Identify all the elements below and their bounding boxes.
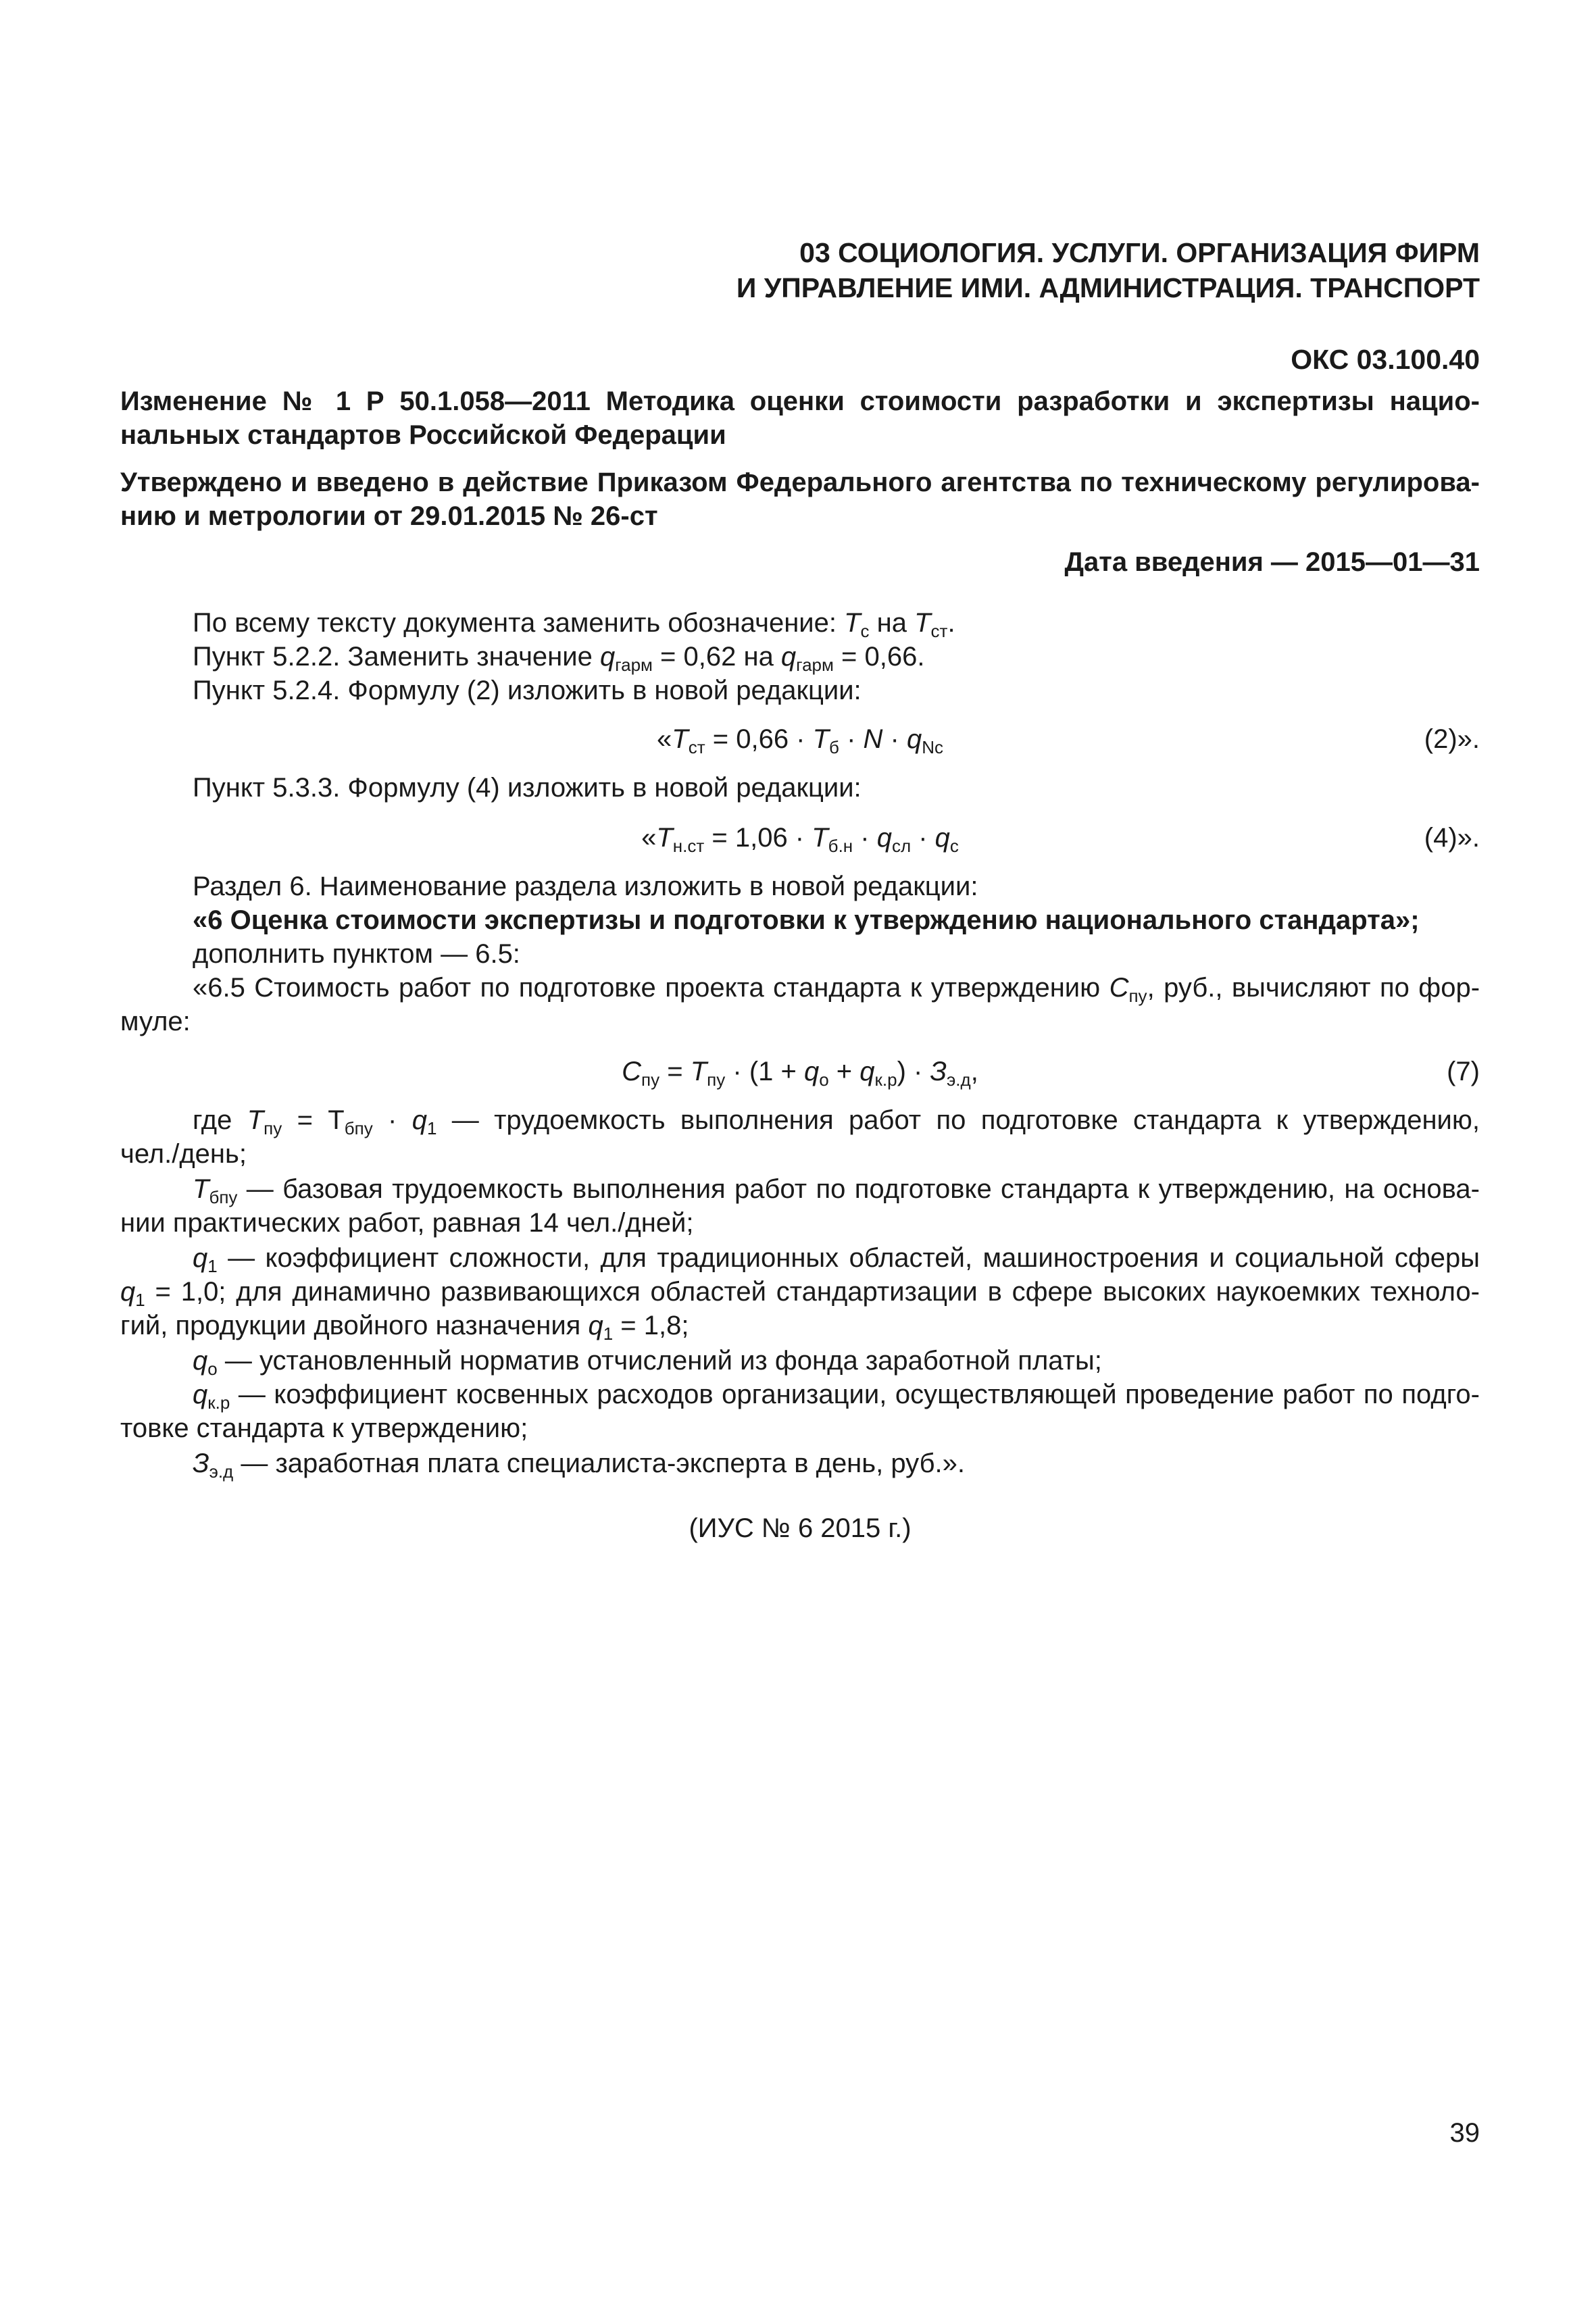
where-qo: $q_о$ — установленный норматив отчислений из фонда заработной платы; [193, 1346, 1102, 1379]
where-tbpu-line-1: $T_{бпу}$ — базовая трудоемкость выполнения работ по подготовке стандарта к утверждению, на основа- [193, 1174, 1480, 1207]
section-6-new-title: «6 Оценка стоимости экспертизы и подготовки к утверждению национального стандарта»; [193, 905, 1420, 935]
where-q1-line-1: $q_1$ — коэффициент сложности, для традиционных областей, машиностроения и социальной сферы [193, 1243, 1480, 1276]
where-zed: $З_{э.д}$ — заработная плата специалиста-эксперта в день, руб.». [193, 1449, 965, 1482]
paragraph-5-2-2: Пункт 5.2.2. Заменить значение $q_{гарм} = 0,62$ на $q_{гарм} = 0,66$. [193, 642, 925, 675]
amendment-title-line-2: нальных стандартов Российской Федерации [120, 420, 726, 450]
oks-code: ОКС 03.100.40 [1291, 344, 1480, 375]
section-heading-line-1: 03 СОЦИОЛОГИЯ. УСЛУГИ. ОРГАНИЗАЦИЯ ФИРМ [799, 237, 1480, 268]
approval-line-1: Утверждено и введено в действие Приказом Федерального агентства по техническому регулирова- [120, 468, 1480, 497]
where-qkr-line-2: товке стандарта к утверждению; [120, 1413, 528, 1443]
paragraph-replace-designation: По всему тексту документа заменить обозначение: $T_с$ на $T_{ст}$. [193, 608, 955, 641]
where-qkr-line-1: $q_{к.р}$ — коэффициент косвенных расходов организации, осуществляющей проведение работ по подго- [193, 1380, 1480, 1413]
where-q1-line-2: $q_1 = 1,0$; для динамично развивающихся областей стандартизации в сфере высоких наукоемких техноло- [120, 1277, 1480, 1310]
paragraph-6-5-line-1: «6.5 Стоимость работ по подготовке проекта стандарта к утверждению $C_{пу}$, руб., вычисляют по фор- [193, 973, 1480, 1006]
paragraph-5-3-3: Пункт 5.3.3. Формулу (4) изложить в новой редакции: [193, 773, 862, 803]
where-tpu-line-2: чел./день; [120, 1139, 247, 1169]
amendment-title-line-1: Изменение № 1 Р 50.1.058—2011 Методика оценки стоимости разработки и экспертизы нацио- [120, 386, 1480, 416]
page-number: 39 [1449, 2118, 1480, 2148]
formula-2-expression: «$T_{ст} = 0,66 \cdot T_б \cdot N \cdot q_{Nc}$ [657, 724, 943, 757]
approval-line-2: нию и метрологии от 29.01.2015 № 26-ст [120, 501, 658, 531]
formula-4-number: (4)». [1424, 823, 1480, 853]
where-tpu-line-1: где $T_{пу} = Т_{бпу} \cdot q_1$ — трудоемкость выполнения работ по подготовке стандарта к утверждению, [193, 1105, 1480, 1138]
effective-date: Дата введения — 2015—01—31 [1064, 547, 1480, 577]
where-tbpu-line-2: нии практических работ, равная 14 чел./дней; [120, 1208, 694, 1238]
formula-2-number: (2)». [1424, 724, 1480, 754]
paragraph-section-6: Раздел 6. Наименование раздела изложить в новой редакции: [193, 872, 978, 901]
where-q1-line-3: гий, продукции двойного назначения $q_1 = 1,8$; [120, 1311, 689, 1344]
formula-7-expression: $C_{пу} = T_{пу} \cdot (1 + q_о + q_{к.р}) \cdot З_{э.д}$, [622, 1057, 978, 1090]
section-heading-line-2: И УПРАВЛЕНИЕ ИМИ. АДМИНИСТРАЦИЯ. ТРАНСПОРТ [736, 272, 1480, 303]
paragraph-add-6-5: дополнить пунктом — 6.5: [193, 939, 520, 969]
paragraph-6-5-line-2: муле: [120, 1007, 191, 1036]
formula-4-expression: «$T_{н.ст} = 1,06 \cdot T_{б.н} \cdot q_{сл} \cdot q_с$ [641, 823, 959, 856]
formula-7-number: (7) [1447, 1057, 1480, 1086]
ius-reference: (ИУС № 6 2015 г.) [689, 1513, 912, 1543]
paragraph-5-2-4: Пункт 5.2.4. Формулу (2) изложить в новой редакции: [193, 676, 862, 705]
